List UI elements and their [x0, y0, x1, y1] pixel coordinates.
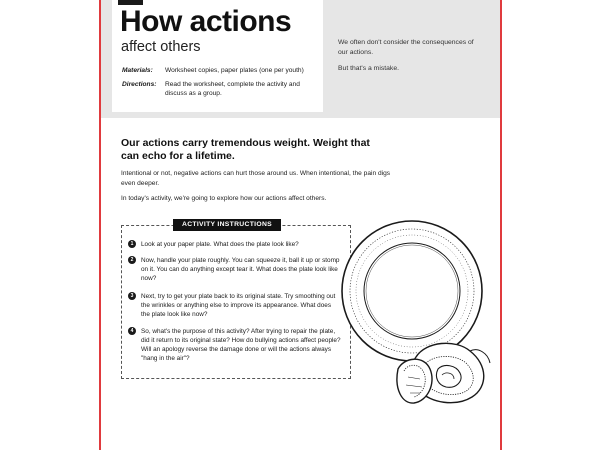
aside-text-2: But that's a mistake.: [338, 65, 399, 72]
instructions-title: ACTIVITY INSTRUCTIONS: [173, 219, 281, 231]
step-text: So, what's the purpose of this activity? After trying to repair the plate, did it return to its original state? How do bullying actions affect people? Will an apology reverse the damage done or will the actions always "hang in the air"?: [141, 328, 341, 362]
directions-label: Directions:: [122, 81, 157, 88]
paper-plate-illustration: [338, 219, 498, 404]
page-title: How actions: [120, 5, 292, 38]
body-paragraph-1: Intentional or not, negative actions can hurt those around us. When intentional, the pain digs even deeper.: [121, 170, 391, 187]
step-text: Now, handle your plate roughly. You can squeeze it, ball it up or stomp on it. You can do anything except tear it. What does the plate look like now?: [141, 257, 340, 282]
materials-label: Materials:: [122, 67, 153, 74]
step-number: 4: [128, 327, 136, 335]
intact-paper-plate: [342, 221, 482, 361]
page-border-right: [500, 0, 502, 450]
step-text: Look at your paper plate. What does the plate look like?: [141, 241, 299, 248]
step-number: 2: [128, 256, 136, 264]
section-headline: Our actions carry tremendous weight. Weight that can echo for a lifetime.: [121, 137, 370, 162]
step-text: Next, try to get your plate back to its original state. Try smoothing out the wrinkles or anything else to improve its appearance. What does the plate look like now?: [141, 293, 336, 318]
body-paragraph-2: In today's activity, we're going to explore how our actions affect others.: [121, 195, 327, 202]
page-subtitle: affect others: [121, 39, 201, 55]
aside-text-1: We often don't consider the consequences of our actions.: [338, 39, 474, 56]
step-number: 3: [128, 292, 136, 300]
directions-value: Read the worksheet, complete the activity and discuss as a group.: [165, 81, 300, 97]
materials-value: Worksheet copies, paper plates (one per youth): [165, 67, 304, 74]
step-number: 1: [128, 240, 136, 248]
